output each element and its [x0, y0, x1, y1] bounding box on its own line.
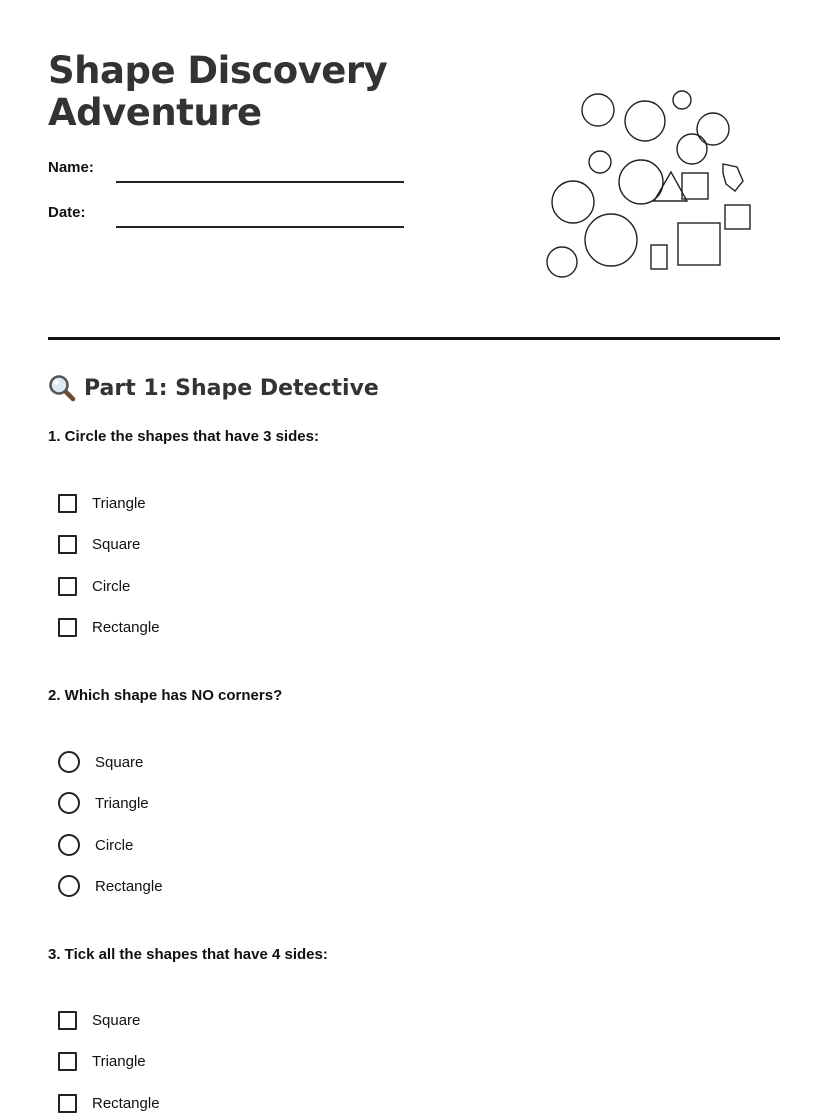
deco-circle	[677, 134, 707, 164]
divider-rule	[48, 337, 780, 340]
checkbox[interactable]	[58, 494, 77, 513]
q3-option-triangle[interactable]	[58, 1049, 146, 1073]
deco-circle	[552, 181, 594, 223]
q3-option-square[interactable]	[58, 1008, 140, 1032]
name-line[interactable]	[116, 181, 404, 183]
radio-button[interactable]	[58, 834, 80, 856]
option-label: Triangle	[92, 494, 146, 512]
option-label: Rectangle	[92, 618, 160, 636]
date-label: Date:	[48, 204, 86, 221]
checkbox[interactable]	[58, 1052, 77, 1071]
q1-option-triangle[interactable]	[58, 491, 146, 515]
question-2: 2. Which shape has NO corners?	[48, 687, 283, 704]
option-label: Rectangle	[95, 877, 163, 895]
radio-button[interactable]	[58, 875, 80, 897]
q2-option-square[interactable]	[58, 750, 143, 774]
question-3: 3. Tick all the shapes that have 4 sides:	[48, 946, 328, 963]
deco-rectangle	[651, 245, 667, 269]
radio-button[interactable]	[58, 751, 80, 773]
title-line-2: Adventure	[48, 91, 262, 134]
q1-option-square[interactable]	[58, 532, 140, 556]
option-label: Triangle	[92, 1052, 146, 1070]
question-1: 1. Circle the shapes that have 3 sides:	[48, 428, 319, 445]
checkbox[interactable]	[58, 577, 77, 596]
deco-circle	[589, 151, 611, 173]
section-title	[48, 374, 379, 402]
option-label: Circle	[92, 577, 131, 595]
deco-circle	[585, 214, 637, 266]
option-label: Triangle	[95, 794, 149, 812]
deco-square	[725, 205, 750, 229]
checkbox[interactable]	[58, 1094, 77, 1113]
deco-circle	[697, 113, 729, 145]
worksheet-title	[48, 50, 387, 134]
option-label: Rectangle	[92, 1094, 160, 1112]
deco-circle	[673, 91, 691, 109]
q2-option-rectangle[interactable]	[58, 874, 163, 898]
deco-circle	[582, 94, 614, 126]
title-line-1: Shape Discovery	[48, 49, 388, 92]
shapes-illustration	[540, 85, 760, 285]
option-label: Square	[95, 753, 144, 771]
q2-option-triangle[interactable]	[58, 791, 149, 815]
name-label: Name:	[48, 159, 94, 176]
q1-option-rectangle[interactable]	[58, 615, 160, 639]
radio-button[interactable]	[58, 792, 80, 814]
checkbox[interactable]	[58, 535, 77, 554]
deco-circle	[625, 101, 665, 141]
checkbox[interactable]	[58, 1011, 77, 1030]
checkbox[interactable]	[58, 618, 77, 637]
q3-option-rectangle[interactable]	[58, 1091, 160, 1115]
deco-circle	[547, 247, 577, 277]
deco-square	[678, 223, 720, 265]
q2-option-circle[interactable]	[58, 833, 133, 857]
option-label: Square	[92, 535, 141, 553]
option-label: Square	[92, 1011, 141, 1029]
deco-pentagon	[723, 164, 743, 191]
date-line[interactable]	[116, 226, 404, 228]
section-title-text: Part 1: Shape Detective	[84, 375, 379, 401]
magnifying-glass-icon	[48, 374, 76, 402]
option-label: Circle	[95, 836, 134, 854]
q1-option-circle[interactable]	[58, 574, 130, 598]
deco-square	[682, 173, 708, 199]
